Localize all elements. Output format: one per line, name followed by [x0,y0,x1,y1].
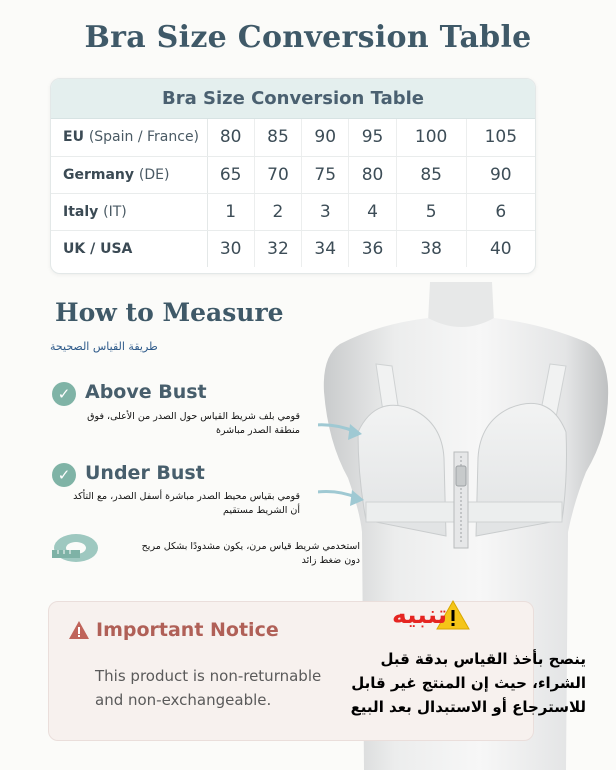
check-icon: ✓ [52,382,76,406]
size-cell: 4 [349,193,396,230]
size-cell: 80 [349,156,396,193]
size-cell: 65 [207,156,254,193]
step-label: Above Bust [85,381,207,403]
size-cell: 90 [466,156,535,193]
row-label-main: Germany [63,166,135,183]
row-label-sub: (Spain / France) [88,129,200,146]
table-title: Bra Size Conversion Table [51,79,535,119]
size-cell: 40 [489,238,512,259]
step-description: قومي بلف شريط القياس حول الصدر من الأعلى، فوق منطقة الصدر مباشرة [87,411,300,436]
row-label [51,119,207,156]
size-cell: 85 [396,156,466,193]
size-cell: 32 [254,230,301,267]
page-title: Bra Size Conversion Table [84,20,532,55]
size-cell: 2 [254,193,301,230]
row-label [51,193,207,230]
row-label-main: UK / USA [63,240,133,257]
size-cell: 75 [302,156,349,193]
measure-section-title: How to Measure [55,298,284,327]
warning-triangle-icon [68,620,90,640]
size-cell: 34 [302,230,349,267]
size-conversion-table [50,78,536,274]
row-label-main: EU [63,129,84,146]
row-label-sub: (IT) [103,203,127,220]
size-cell: 1 [207,193,254,230]
size-cell: 36 [349,230,396,267]
step-description: قومي بقياس محيط الصدر مباشرة أسفل الصدر، مع التأكد أن الشريط مستقيم [73,491,300,516]
size-cell: 5 [396,193,466,230]
notice-body: This product is non-returnable and non-exchangeable. [95,667,322,709]
size-table-grid [51,119,535,267]
size-cell: 85 [254,119,301,156]
size-cell: 80 [207,119,254,156]
size-cell: 6 [466,193,535,230]
size-cell: 3 [302,193,349,230]
size-cell: 90 [302,119,349,156]
size-cell: 38 [396,230,466,267]
row-label [51,230,207,267]
size-cell: 30 [207,230,254,267]
row-label-sub: (DE) [138,166,170,183]
table-row [51,193,535,230]
check-icon: ✓ [52,463,76,487]
size-cell: 105 [466,119,535,156]
row-label [51,156,207,193]
tape-tip-text: استخدمي شريط قياس مرن، يكون مشدودًا بشكل مريح دون ضغط زائد [141,541,360,566]
size-cell: 70 [254,156,301,193]
table-row [51,230,535,267]
warning-body: ينصح بأخذ القياس بدقة قبل الشراء، حيث إن المنتج غير قابل للاسترجاع أو الاستبدال بعد البيع [350,650,586,716]
size-cell: 100 [396,119,466,156]
notice-title: Important Notice [96,619,279,641]
table-row [51,119,535,156]
step-label: Under Bust [85,462,205,484]
warning-title: تنبيه [392,600,448,629]
size-cell: 95 [349,119,396,156]
measuring-tape-icon [50,528,102,568]
measure-section-subtitle: طريقة القياس الصحيحة [50,340,158,353]
table-row [51,156,535,193]
row-label-main: Italy [63,203,99,220]
